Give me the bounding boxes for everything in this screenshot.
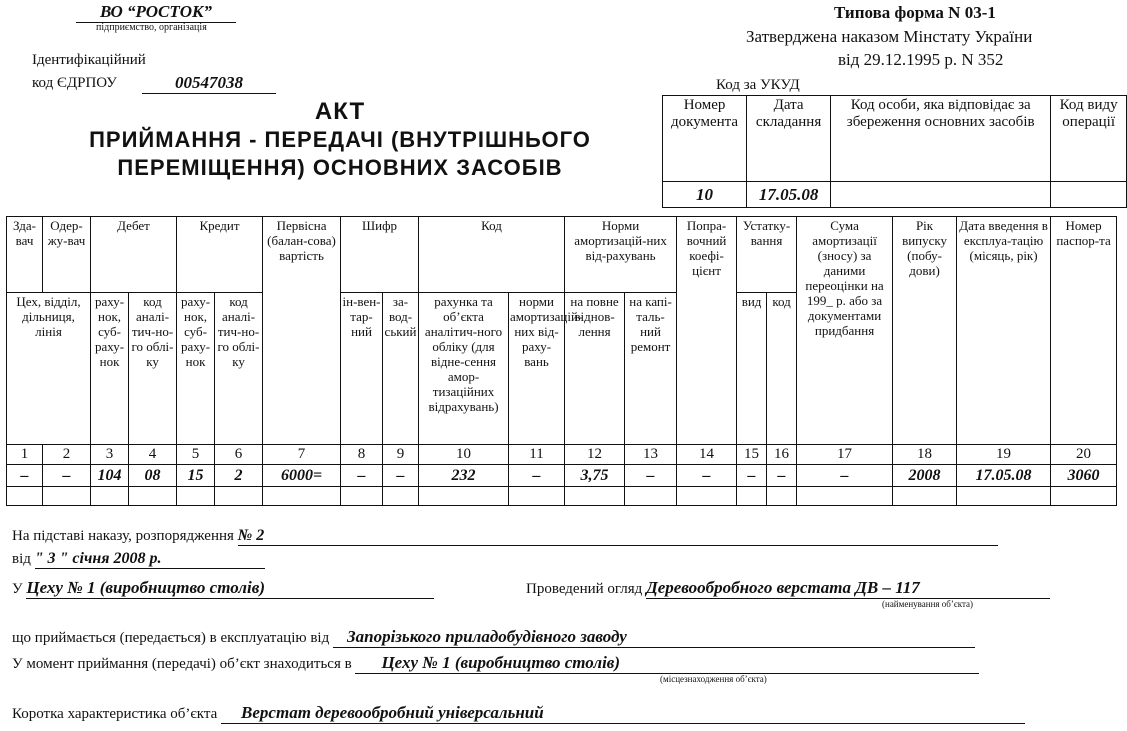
grid-cell-blank bbox=[263, 487, 341, 506]
location-label: У момент приймання (передачі) об’єкт знаходиться в bbox=[12, 656, 352, 672]
grid-h-pervisna: Первісна (балан-сова) вартість bbox=[263, 217, 341, 445]
grid-cell-value: – bbox=[7, 465, 43, 487]
grid-cell-value: – bbox=[341, 465, 383, 487]
grid-cell-value: 232 bbox=[419, 465, 509, 487]
grid-s-tsekh: Цех, відділ, дільниця, лінія bbox=[7, 293, 91, 445]
grid-col-number: 20 bbox=[1051, 445, 1117, 465]
grid-col-number: 16 bbox=[767, 445, 797, 465]
grid-s-kredyt-kod: код аналі-тич-но-го облі-ку bbox=[215, 293, 263, 445]
grid-col-number: 19 bbox=[957, 445, 1051, 465]
grid-cell-value: 2 bbox=[215, 465, 263, 487]
id-label-1: Ідентифікаційний bbox=[32, 52, 146, 68]
accepted-value: Запорізького приладобудівного заводу bbox=[333, 627, 975, 648]
grid-h-shyfr: Шифр bbox=[341, 217, 419, 293]
grid-cell-blank bbox=[215, 487, 263, 506]
grid-h-rik: Рік випуску (побу-дови) bbox=[893, 217, 957, 445]
accepted-label: що приймається (передається) в експлуатацію від bbox=[12, 630, 330, 646]
grid-cell-value: – bbox=[737, 465, 767, 487]
grid-cell-blank bbox=[893, 487, 957, 506]
grid-cell-blank bbox=[1051, 487, 1117, 506]
grid-value-row bbox=[7, 465, 1117, 487]
org-name: ВО “РОСТОК” bbox=[76, 2, 236, 23]
inspection-label: Проведений огляд bbox=[526, 581, 643, 597]
grid-s-kod: код bbox=[767, 293, 797, 445]
grid-col-number: 15 bbox=[737, 445, 767, 465]
grid-h-kredyt: Кредит bbox=[177, 217, 263, 293]
characteristic-line bbox=[12, 703, 1025, 724]
grid-h-popravochnyi: Попра-вочний коефі-цієнт bbox=[677, 217, 737, 445]
grid-cell-blank bbox=[565, 487, 625, 506]
characteristic-label: Коротка характеристика об’єкта bbox=[12, 706, 218, 722]
grid-h-data: Дата введення в експлуа-тацію (місяць, рік) bbox=[957, 217, 1051, 445]
grid-col-number: 4 bbox=[129, 445, 177, 465]
approved-line-1: Затверджена наказом Мінстату України bbox=[746, 27, 1033, 46]
grid-cell-value: – bbox=[509, 465, 565, 487]
inspection-caption: (найменування об’єкта) bbox=[882, 599, 974, 609]
grid-cell-value: – bbox=[797, 465, 893, 487]
grid-col-number: 6 bbox=[215, 445, 263, 465]
grid-h-normy: Норми амортизацій-них від-рахувань bbox=[565, 217, 677, 293]
codes-header-doc-number: Номер документа bbox=[663, 96, 747, 182]
grid-cell-blank bbox=[341, 487, 383, 506]
grid-cell-blank bbox=[797, 487, 893, 506]
location-line bbox=[12, 653, 979, 674]
grid-cell-blank bbox=[677, 487, 737, 506]
main-grid bbox=[6, 216, 1117, 506]
grid-s-vyd: вид bbox=[737, 293, 767, 445]
grid-s-na-kapit: на капі-таль-ний ремонт bbox=[625, 293, 677, 445]
grid-cell-value: 6000= bbox=[263, 465, 341, 487]
order-line bbox=[12, 527, 1098, 546]
grid-cell-value: 2008 bbox=[893, 465, 957, 487]
grid-s-normy-amort: норми амортизацій-них від-раху-вань bbox=[509, 293, 565, 445]
grid-h-kod: Код bbox=[419, 217, 565, 293]
grid-col-number: 8 bbox=[341, 445, 383, 465]
codes-table bbox=[662, 95, 1127, 208]
grid-s-debet-rakhunok: раху-нок, суб-раху-нок bbox=[91, 293, 129, 445]
org-caption: підприємство, організація bbox=[96, 22, 207, 33]
grid-cell-value: 3,75 bbox=[565, 465, 625, 487]
grid-cell-value: 08 bbox=[129, 465, 177, 487]
grid-cell-blank bbox=[91, 487, 129, 506]
grid-cell-value: – bbox=[767, 465, 797, 487]
location-caption: (місцезнаходження об’єкта) bbox=[660, 674, 767, 684]
grid-h-oderzhuvach: Одер-жу-вач bbox=[43, 217, 91, 293]
grid-col-number: 12 bbox=[565, 445, 625, 465]
grid-s-rakhunku: рахунка та об’єкта аналітич-ного обліку (для віднe-сення амор-тизаційних відрахувань) bbox=[419, 293, 509, 445]
codes-header-date: Дата складання bbox=[747, 96, 831, 182]
grid-h-debet: Дебет bbox=[91, 217, 177, 293]
edrpou-code: 00547038 bbox=[142, 73, 276, 94]
codes-header-operation: Код виду операції bbox=[1051, 96, 1127, 182]
grid-col-number: 5 bbox=[177, 445, 215, 465]
grid-col-number: 2 bbox=[43, 445, 91, 465]
act-title-line3: ПЕРЕМІЩЕННЯ) ОСНОВНИХ ЗАСОБІВ bbox=[117, 155, 563, 180]
grid-s-debet-kod: код аналі-тич-но-го облі-ку bbox=[129, 293, 177, 445]
grid-cell-value: – bbox=[43, 465, 91, 487]
grid-number-row bbox=[7, 445, 1117, 465]
grid-col-number: 3 bbox=[91, 445, 129, 465]
grid-cell-blank bbox=[625, 487, 677, 506]
grid-h-zdavach: Зда-вач bbox=[7, 217, 43, 293]
accepted-line bbox=[12, 627, 975, 648]
codes-doc-number: 10 bbox=[663, 182, 747, 208]
grid-col-number: 7 bbox=[263, 445, 341, 465]
from-line bbox=[12, 550, 265, 569]
grid-cell-value: – bbox=[677, 465, 737, 487]
in-value: Цеху № 1 (виробництво столів) bbox=[26, 578, 434, 599]
inspection-value: Деревообробного верстата ДВ – 117 bbox=[646, 578, 1050, 599]
grid-cell-blank bbox=[383, 487, 419, 506]
grid-cell-value: 17.05.08 bbox=[957, 465, 1051, 487]
grid-cell-value: – bbox=[383, 465, 419, 487]
grid-cell-blank bbox=[419, 487, 509, 506]
in-line bbox=[12, 578, 434, 599]
in-label: У bbox=[12, 581, 23, 597]
codes-date: 17.05.08 bbox=[747, 182, 831, 208]
from-value: " 3 " січня 2008 р. bbox=[35, 550, 265, 569]
grid-s-kredyt-rakhunok: раху-нок, суб-раху-нок bbox=[177, 293, 215, 445]
grid-col-number: 11 bbox=[509, 445, 565, 465]
ukud-label: Код за УКУД bbox=[716, 77, 800, 93]
grid-cell-blank bbox=[767, 487, 797, 506]
act-title bbox=[20, 98, 660, 182]
codes-responsible bbox=[831, 182, 1051, 208]
grid-cell-value: – bbox=[625, 465, 677, 487]
act-title-line2: ПРИЙМАННЯ - ПЕРЕДАЧІ (ВНУТРІШНЬОГО bbox=[89, 127, 591, 152]
grid-h-suma: Сума амортизації (зносу) за даними переоцінки на 199_ р. або за документами придбання bbox=[797, 217, 893, 445]
grid-col-number: 17 bbox=[797, 445, 893, 465]
grid-h-nomer: Номер паспор-та bbox=[1051, 217, 1117, 445]
characteristic-value: Верстат деревообробний універсальний bbox=[221, 703, 1025, 724]
approved-line-2: від 29.12.1995 р. N 352 bbox=[838, 50, 1004, 69]
codes-operation bbox=[1051, 182, 1127, 208]
grid-s-na-povne: на повне віднов-лення bbox=[565, 293, 625, 445]
grid-cell-value: 15 bbox=[177, 465, 215, 487]
grid-s-inventarnyi: ін-вен-тар-ний bbox=[341, 293, 383, 445]
order-value: № 2 bbox=[238, 527, 998, 546]
grid-col-number: 1 bbox=[7, 445, 43, 465]
grid-blank-row bbox=[7, 487, 1117, 506]
form-title: Типова форма N 03-1 bbox=[834, 3, 996, 22]
grid-cell-blank bbox=[957, 487, 1051, 506]
grid-cell-blank bbox=[43, 487, 91, 506]
grid-col-number: 10 bbox=[419, 445, 509, 465]
grid-h-ustatkuvannia: Устатку-вання bbox=[737, 217, 797, 293]
grid-cell-blank bbox=[129, 487, 177, 506]
inspection-line bbox=[526, 578, 1050, 599]
grid-cell-value: 3060 bbox=[1051, 465, 1117, 487]
grid-cell-value: 104 bbox=[91, 465, 129, 487]
grid-cell-blank bbox=[509, 487, 565, 506]
location-value: Цеху № 1 (виробництво столів) bbox=[355, 653, 979, 674]
grid-s-zavodskyi: за-вод-ський bbox=[383, 293, 419, 445]
act-title-line1: АКТ bbox=[314, 98, 366, 125]
from-label: від bbox=[12, 551, 31, 567]
grid-cell-blank bbox=[7, 487, 43, 506]
order-label: На підставі наказу, розпорядження bbox=[12, 528, 234, 544]
grid-col-number: 9 bbox=[383, 445, 419, 465]
grid-cell-blank bbox=[177, 487, 215, 506]
id-label-2: код ЄДРПОУ bbox=[32, 75, 117, 91]
grid-col-number: 14 bbox=[677, 445, 737, 465]
grid-col-number: 13 bbox=[625, 445, 677, 465]
grid-col-number: 18 bbox=[893, 445, 957, 465]
grid-cell-blank bbox=[737, 487, 767, 506]
codes-header-responsible: Код особи, яка відповідає за збереження основних засобів bbox=[831, 96, 1051, 182]
